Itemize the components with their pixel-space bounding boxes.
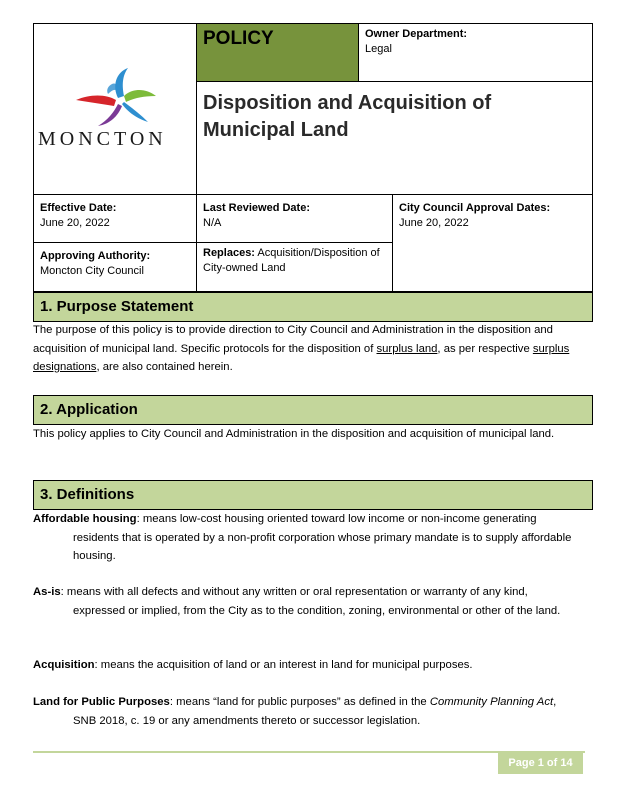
document-title-line1: Disposition and Acquisition of: [203, 92, 492, 114]
section-heading-application: 2. Application: [33, 395, 593, 425]
replaces-cell: [197, 242, 393, 292]
approving-authority-label: Approving Authority:: [40, 250, 151, 262]
replaces-value-line2: City-owned Land: [203, 262, 286, 274]
owner-department-label: Owner Department:: [365, 28, 468, 40]
definition-affordable-housing: Affordable housing: means low-cost housing oriented toward low income or non-income generating residents that is operated by a non-profit corporation whose primary mandate is to supply affordable housing.: [33, 513, 572, 562]
definition-land-for-public-purposes: Land for Public Purposes: means “land for public purposes” as defined in the Community Planning Act, SNB 2018, c. 19 or any amendments thereto or successor legislation.: [33, 696, 557, 727]
last-reviewed-cell: [197, 194, 393, 242]
moncton-logo-icon: [72, 66, 162, 128]
application-paragraph: This policy applies to City Council and Administration in the disposition and acquisition of municipal land.: [33, 428, 555, 440]
replaces-label: Replaces:: [203, 247, 255, 259]
logo-cell: [34, 24, 197, 194]
effective-date-label: Effective Date:: [40, 202, 117, 214]
approving-authority-value: Moncton City Council: [40, 265, 144, 277]
logo-wordmark: MONCTON: [38, 128, 167, 150]
policy-label-cell: [197, 24, 359, 82]
document-title-line2: Municipal Land: [203, 119, 349, 141]
effective-date-cell: [34, 194, 197, 242]
surplus-designations-link[interactable]: surplus designations: [33, 342, 570, 373]
effective-date-value: June 20, 2022: [40, 217, 110, 229]
owner-department-cell: [359, 24, 593, 82]
owner-department-value: Legal: [365, 43, 392, 55]
last-reviewed-value: N/A: [203, 217, 222, 229]
last-reviewed-label: Last Reviewed Date:: [203, 202, 310, 214]
document-title: [203, 90, 583, 144]
approving-authority-cell: [34, 242, 197, 292]
policy-label: POLICY: [203, 28, 274, 49]
definition-acquisition: Acquisition: means the acquisition of land or an interest in land for municipal purposes.: [33, 659, 473, 671]
purpose-paragraph: The purpose of this policy is to provide direction to City Council and Administration in the disposition and acquisition of municipal land. Specific protocols for the disposition of surplus land, as per respective surplus designations, are also contained herein.: [33, 324, 570, 373]
page-number: Page 1 of 14: [498, 752, 583, 774]
council-approval-cell: [393, 194, 593, 292]
surplus-land-link[interactable]: surplus land: [376, 342, 438, 355]
section-heading-definitions: 3. Definitions: [33, 480, 593, 510]
policy-header-table: [33, 23, 593, 292]
document-title-cell: [197, 82, 593, 194]
section-heading-purpose: 1. Purpose Statement: [33, 292, 593, 322]
council-approval-value: June 20, 2022: [399, 217, 469, 229]
council-approval-label: City Council Approval Dates:: [399, 202, 551, 214]
replaces-value-line1: Acquisition/Disposition of: [254, 247, 380, 259]
definition-as-is: As-is: means with all defects and without any written or oral representation or warranty of any kind, expressed or implied, from the City as to the condition, zoning, environmental or other of the land.: [33, 586, 561, 617]
